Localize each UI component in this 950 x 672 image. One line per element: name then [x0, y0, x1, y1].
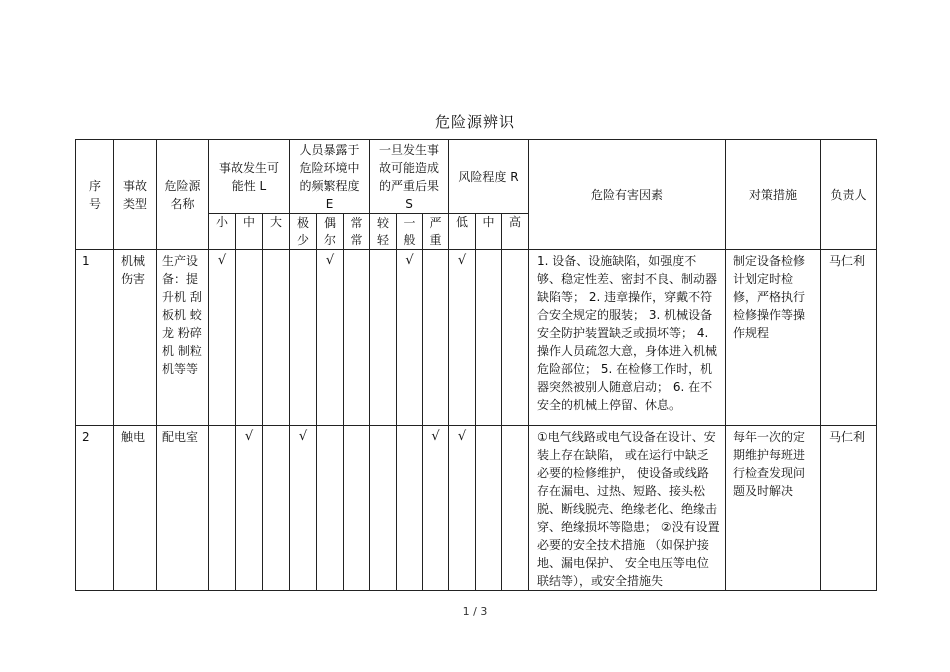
mark-r-medium	[476, 250, 502, 426]
col-header-owner: 负责人	[821, 140, 877, 250]
mark-e-rare: √	[290, 426, 317, 591]
level-l-large: 大	[263, 214, 290, 250]
page-number: 1 / 3	[462, 605, 488, 618]
cell-accident-type: 机械伤害	[114, 250, 157, 426]
level-l-medium: 中	[236, 214, 263, 250]
col-header-severity: 一旦发生事故可能造成的严重后果 S	[370, 140, 449, 214]
mark-l-small: √	[209, 250, 236, 426]
cell-measures: 每年一次的定期维护每班进行检查发现问题及时解决	[726, 426, 821, 591]
mark-l-medium: √	[236, 426, 263, 591]
col-header-exposure: 人员暴露于危险环境中的频繁程度 E	[290, 140, 370, 214]
cell-hazard-name: 生产设备：提升机 刮板机 蛟龙 粉碎机 制粒机等等	[157, 250, 209, 426]
mark-s-minor	[370, 250, 397, 426]
level-e-frequent: 常常	[344, 214, 370, 250]
table-row	[76, 426, 877, 591]
level-s-minor: 较轻	[370, 214, 397, 250]
cell-owner: 马仁利	[821, 426, 877, 591]
level-e-occasional: 偶尔	[317, 214, 344, 250]
col-header-accident-type: 事故类型	[114, 140, 157, 250]
cell-factors: ①电气线路或电气设备在设计、安装上存在缺陷， 或在运行中缺乏必要的检修维护， 使设备或线路存在漏电、过热、短路、接头松脱、断线脱壳、绝缘老化、绝缘击穿、绝缘损坏等隐患； ②没有设置必要的安全技术措施 （如保护接地、漏电保护、 安全电压等电位联结等），或安全措施失	[529, 426, 726, 591]
level-e-rare: 极少	[290, 214, 317, 250]
cell-factors: 1. 设备、设施缺陷，如强度不够、稳定性差、密封不良、制动器缺陷等； 2. 违章操作，穿戴不符合安全规定的服装； 3. 机械设备安全防护装置缺乏或损坏等； 4. 操作人员疏忽大意，身体进入机械危险部位； 5. 在检修工作时，机器突然被别人随意启动； 6. 在不安全的机械上停留、休息。	[529, 250, 726, 426]
col-header-likelihood: 事故发生可能性 L	[209, 140, 290, 214]
cell-seq: 2	[76, 426, 114, 591]
table-row	[76, 250, 877, 426]
cell-hazard-name: 配电室	[157, 426, 209, 591]
mark-r-low: √	[449, 250, 476, 426]
mark-e-frequent	[344, 426, 370, 591]
mark-e-frequent	[344, 250, 370, 426]
level-r-low: 低	[449, 214, 476, 250]
mark-l-large	[263, 250, 290, 426]
mark-e-occasional: √	[317, 250, 344, 426]
mark-l-medium	[236, 250, 263, 426]
mark-s-moderate	[397, 426, 423, 591]
mark-s-minor	[370, 426, 397, 591]
level-s-moderate: 一般	[397, 214, 423, 250]
mark-l-large	[263, 426, 290, 591]
level-r-medium: 中	[476, 214, 502, 250]
col-header-factors: 危险有害因素	[529, 140, 726, 250]
hazard-table	[75, 139, 877, 591]
cell-owner: 马仁利	[821, 250, 877, 426]
col-header-risk: 风险程度 R	[449, 140, 529, 214]
col-header-measures: 对策措施	[726, 140, 821, 250]
mark-s-severe: √	[423, 426, 449, 591]
cell-accident-type: 触电	[114, 426, 157, 591]
cell-seq: 1	[76, 250, 114, 426]
col-header-hazard-name: 危险源名称	[157, 140, 209, 250]
mark-r-medium	[476, 426, 502, 591]
mark-l-small	[209, 426, 236, 591]
mark-s-moderate: √	[397, 250, 423, 426]
mark-e-rare	[290, 250, 317, 426]
level-s-severe: 严重	[423, 214, 449, 250]
mark-s-severe	[423, 250, 449, 426]
mark-r-low: √	[449, 426, 476, 591]
col-header-seq: 序号	[76, 140, 114, 250]
level-r-high: 高	[502, 214, 529, 250]
mark-e-occasional	[317, 426, 344, 591]
level-l-small: 小	[209, 214, 236, 250]
header-row-1	[76, 140, 877, 214]
mark-r-high	[502, 250, 529, 426]
cell-measures: 制定设备检修计划定时检修，严格执行检修操作等操作规程	[726, 250, 821, 426]
page-title: 危险源辨识	[434, 113, 515, 131]
mark-r-high	[502, 426, 529, 591]
